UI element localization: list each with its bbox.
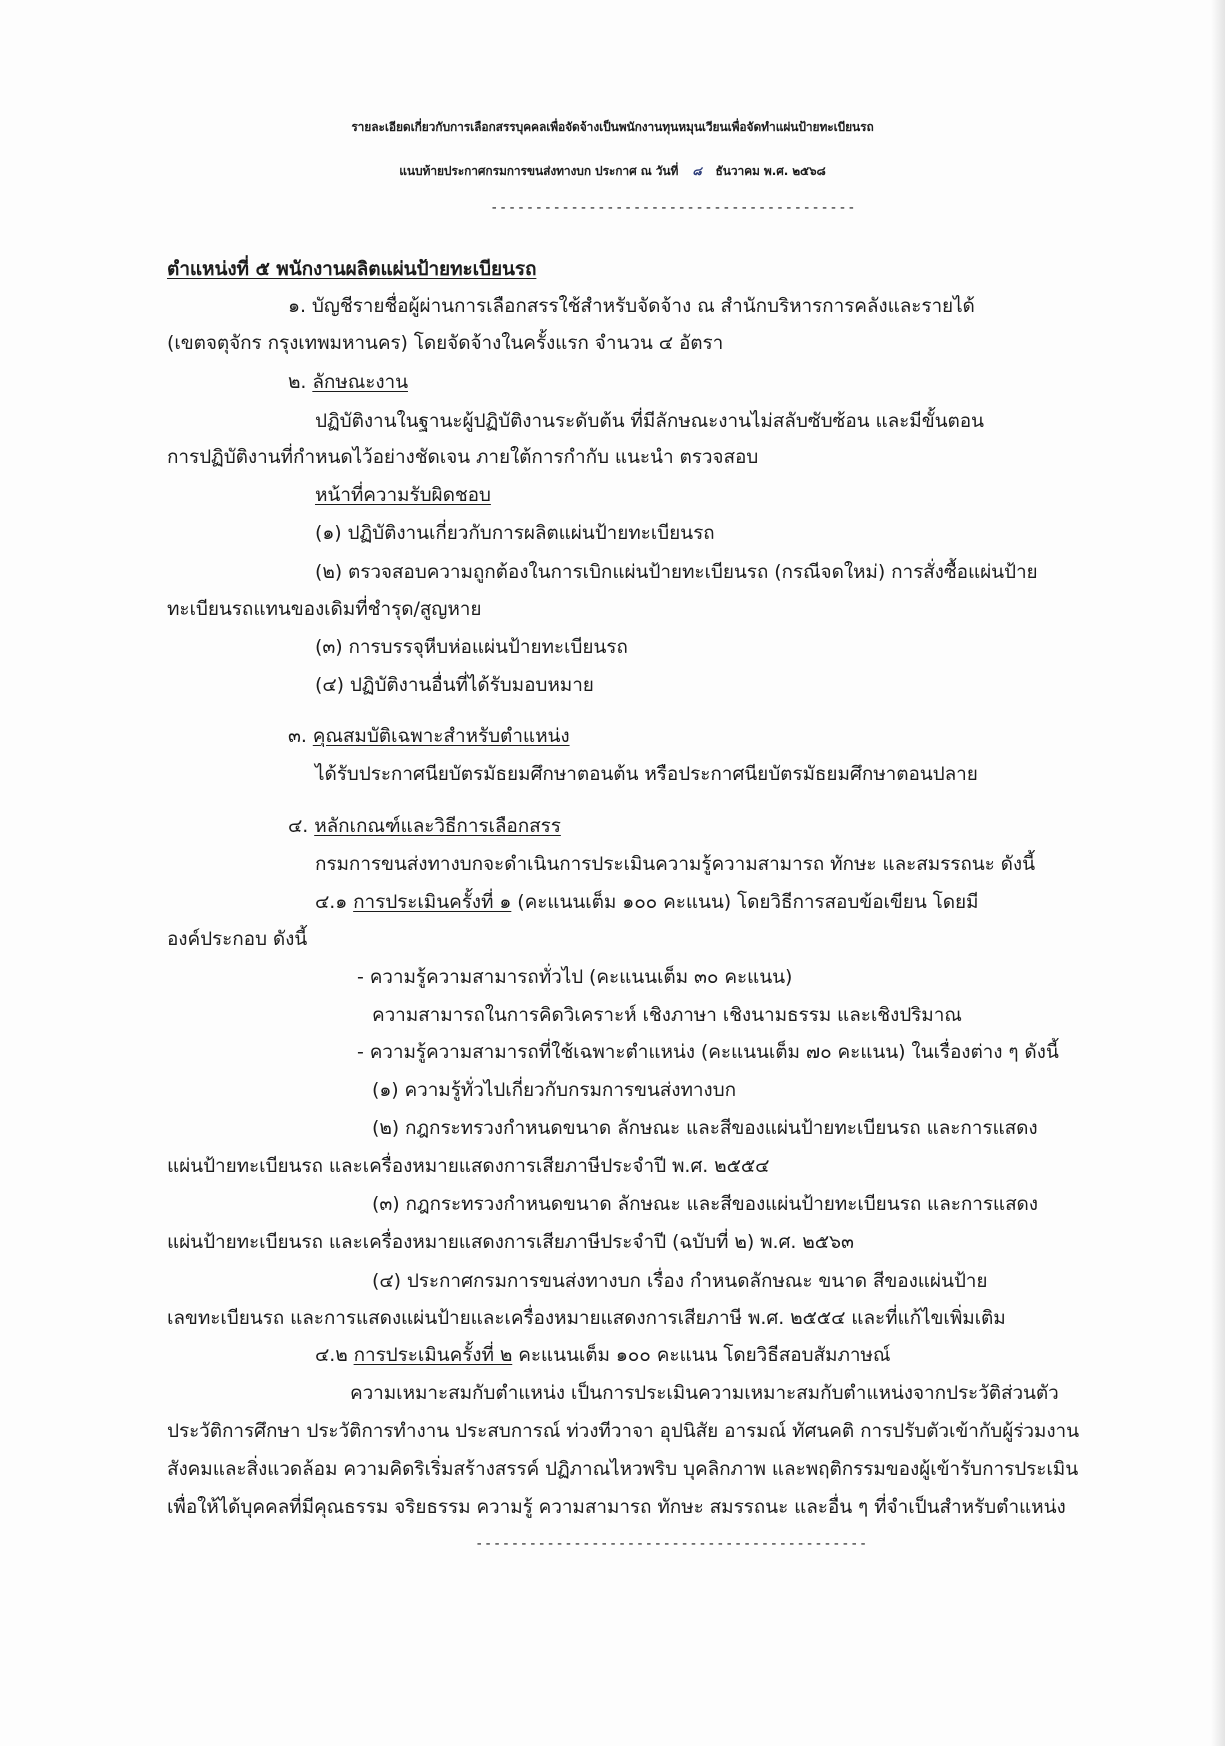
title-line-1: รายละเอียดเกี่ยวกับการเลือกสรรบุคคลเพื่อจัดจ้างเป็นพนักงานทุนหมุนเวียนเพื่อจัดทำแผ่นป้ายทะเบียนรถ bbox=[351, 120, 874, 134]
header-separator: ----------------------------------------- bbox=[490, 200, 857, 216]
section4-heading-row bbox=[288, 813, 561, 839]
sub1-number: ๔.๑ bbox=[315, 891, 348, 913]
sub2-number: ๔.๒ bbox=[315, 1344, 348, 1366]
section4-heading: หลักเกณฑ์และวิธีการเลือกสรร bbox=[314, 815, 561, 837]
section2-number: ๒. bbox=[288, 371, 307, 393]
sub2-heading: การประเมินครั้งที่ ๒ bbox=[353, 1344, 513, 1366]
specific-item-4-line1: (๔) ประกาศกรมการขนส่งทางบก เรื่อง กำหนดลักษณะ ขนาด สีของแผ่นป้าย bbox=[372, 1270, 988, 1292]
interview-line2: ประวัติการศึกษา ประวัติการทำงาน ประสบการณ์ ท่วงทีวาจา อุปนิสัย อารมณ์ ทัศนคติ การปรับตัวเข้ากับผู้ร่วมงาน bbox=[167, 1420, 1079, 1442]
section2-para-line1: ปฏิบัติงานในฐานะผู้ปฏิบัติงานระดับต้น ที่มีลักษณะงานไม่สลับซับซ้อน และมีขั้นตอน bbox=[315, 410, 984, 432]
section3-heading-row bbox=[288, 723, 570, 749]
section2-para-line2: การปฏิบัติงานที่กำหนดไว้อย่างชัดเจน ภายใต้การกำกับ แนะนำ ตรวจสอบ bbox=[167, 446, 759, 468]
specific-item-3-line2: แผ่นป้ายทะเบียนรถ และเครื่องหมายแสดงการเสียภาษีประจำปี (ฉบับที่ ๒) พ.ศ. ๒๕๖๓ bbox=[167, 1231, 854, 1253]
specific-item-1: (๑) ความรู้ทั่วไปเกี่ยวกับกรมการขนส่งทางบก bbox=[372, 1079, 736, 1101]
duty-item-4: (๔) ปฏิบัติงานอื่นที่ได้รับมอบหมาย bbox=[315, 674, 594, 696]
title-line-2-suffix: ธันวาคม พ.ศ. ๒๕๖๘ bbox=[715, 164, 826, 178]
section1-line2: (เขตจตุจักร กรุงเทพมหานคร) โดยจัดจ้างในครั้งแรก จำนวน ๔ อัตรา bbox=[167, 332, 724, 354]
footer-separator: -------------------------------------------- bbox=[475, 1536, 868, 1552]
section4-intro: กรมการขนส่งทางบกจะดำเนินการประเมินความรู้ความสามารถ ทักษะ และสมรรถนะ ดังนี้ bbox=[315, 853, 1035, 875]
specific-knowledge-heading: - ความรู้ความสามารถที่ใช้เฉพาะตำแหน่ง (คะแนนเต็ม ๗๐ คะแนน) ในเรื่องต่าง ๆ ดังนี้ bbox=[357, 1041, 1059, 1063]
specific-item-3-line1: (๓) กฎกระทรวงกำหนดขนาด ลักษณะ และสีของแผ่นป้ายทะเบียนรถ และการแสดง bbox=[372, 1193, 1038, 1215]
title-line-2-prefix: แนบท้ายประกาศกรมการขนส่งทางบก ประกาศ ณ วันที่ bbox=[399, 164, 679, 178]
duty-item-3: (๓) การบรรจุหีบห่อแผ่นป้ายทะเบียนรถ bbox=[315, 636, 628, 658]
section2-heading: ลักษณะงาน bbox=[312, 371, 408, 393]
section3-number: ๓. bbox=[288, 725, 307, 747]
title-line-2 bbox=[0, 158, 1225, 184]
duty-item-2-line1: (๒) ตรวจสอบความถูกต้องในการเบิกแผ่นป้ายทะเบียนรถ (กรณีจดใหม่) การสั่งซื้อแผ่นป้าย bbox=[315, 561, 1038, 583]
section4-number: ๔. bbox=[288, 815, 309, 837]
interview-line3: สังคมและสิ่งแวดล้อม ความคิดริเริ่มสร้างสรรค์ ปฏิภาณไหวพริบ บุคลิกภาพ และพฤติกรรมของผู้เข้ารับการประเมิน bbox=[167, 1458, 1079, 1480]
general-knowledge-heading: - ความรู้ความสามารถทั่วไป (คะแนนเต็ม ๓๐ คะแนน) bbox=[357, 966, 793, 988]
section3-heading: คุณสมบัติเฉพาะสำหรับตำแหน่ง bbox=[312, 725, 570, 747]
specific-item-4-line2: เลขทะเบียนรถ และการแสดงแผ่นป้ายและเครื่องหมายแสดงการเสียภาษี พ.ศ. ๒๕๕๔ และที่แก้ไขเพิ่มเติม bbox=[167, 1307, 1006, 1329]
section3-text: ได้รับประกาศนียบัตรมัธยมศึกษาตอนต้น หรือประกาศนียบัตรมัธยมศึกษาตอนปลาย bbox=[315, 763, 978, 785]
duty-item-1: (๑) ปฏิบัติงานเกี่ยวกับการผลิตแผ่นป้ายทะเบียนรถ bbox=[315, 522, 715, 544]
duty-item-2-line2: ทะเบียนรถแทนของเดิมที่ชำรุด/สูญหาย bbox=[167, 598, 482, 620]
sub2-heading-row bbox=[315, 1342, 890, 1368]
section1-line1: ๑. บัญชีรายชื่อผู้ผ่านการเลือกสรรใช้สำหรับจัดจ้าง ณ สำนักบริหารการคลังและรายได้ bbox=[288, 295, 975, 317]
page-edge-shadow bbox=[1211, 0, 1225, 1746]
sub1-heading: การประเมินครั้งที่ ๑ bbox=[353, 891, 512, 913]
specific-item-2-line2: แผ่นป้ายทะเบียนรถ และเครื่องหมายแสดงการเสียภาษีประจำปี พ.ศ. ๒๕๕๔ bbox=[167, 1155, 770, 1177]
interview-line1: ความเหมาะสมกับตำแหน่ง เป็นการประเมินความเหมาะสมกับตำแหน่งจากประวัติส่วนตัว bbox=[350, 1382, 1059, 1404]
sub2-rest: คะแนนเต็ม ๑๐๐ คะแนน โดยวิธีสอบสัมภาษณ์ bbox=[518, 1344, 891, 1366]
specific-item-2-line1: (๒) กฎกระทรวงกำหนดขนาด ลักษณะ และสีของแผ่นป้ายทะเบียนรถ และการแสดง bbox=[372, 1117, 1038, 1139]
section2-heading-row bbox=[288, 369, 408, 395]
general-knowledge-text: ความสามารถในการคิดวิเคราะห์ เชิงภาษา เชิงนามธรรม และเชิงปริมาณ bbox=[372, 1004, 962, 1026]
handwritten-day: ๘ bbox=[692, 164, 702, 178]
interview-line4: เพื่อให้ได้บุคคลที่มีคุณธรรม จริยธรรม ความรู้ ความสามารถ ทักษะ สมรรถนะ และอื่น ๆ ที่จำเป็นสำหรับตำแหน่ง bbox=[167, 1496, 1066, 1518]
sub1-heading-row bbox=[315, 889, 978, 915]
sub1-rest: (คะแนนเต็ม ๑๐๐ คะแนน) โดยวิธีการสอบข้อเขียน โดยมี bbox=[517, 891, 979, 913]
position-heading: ตำแหน่งที่ ๕ พนักงานผลิตแผ่นป้ายทะเบียนรถ bbox=[167, 258, 537, 280]
duties-heading: หน้าที่ความรับผิดชอบ bbox=[315, 484, 491, 506]
sub1-line2: องค์ประกอบ ดังนี้ bbox=[167, 928, 308, 950]
